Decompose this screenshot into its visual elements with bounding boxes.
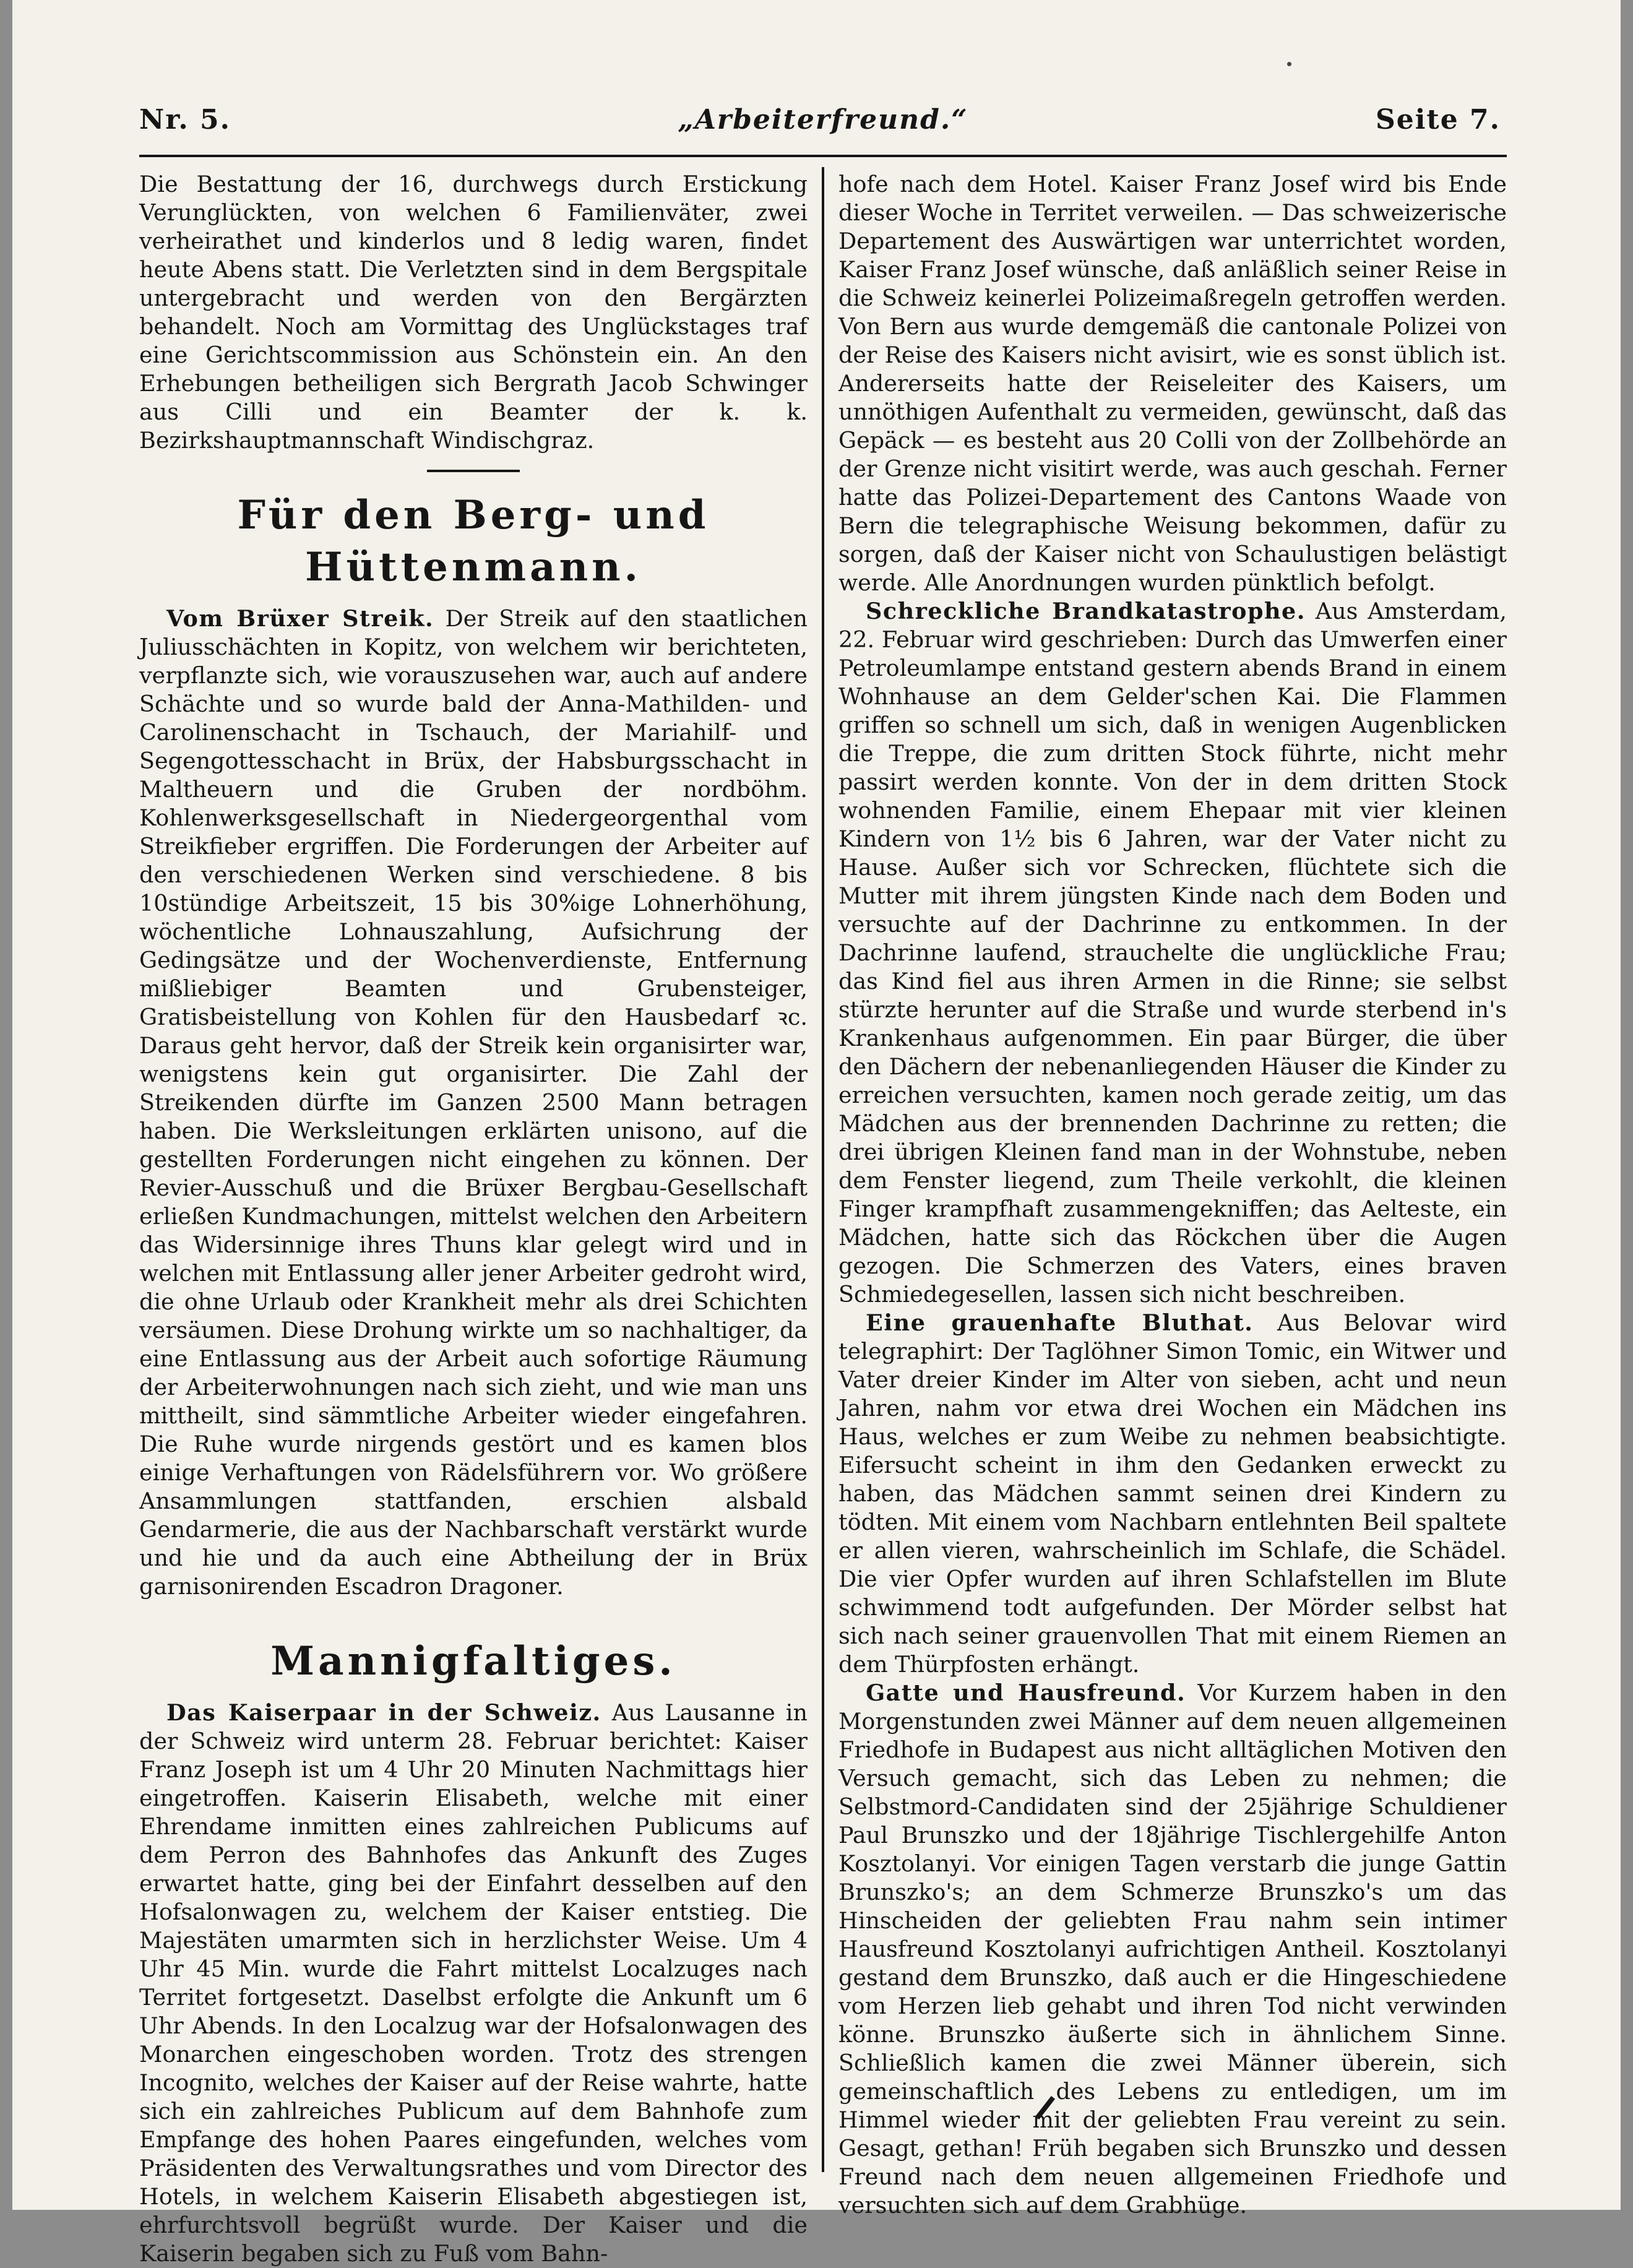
section-title-mining: Für den Berg- und Hüttenmann.	[237, 492, 710, 590]
article-brux-strike	[139, 605, 808, 1601]
newspaper-title: „Arbeiterfreund.“	[678, 104, 968, 136]
section-divider	[427, 470, 520, 472]
article-body: Aus Lausanne in der Schweiz wird unterm 28. Februar berichtet: Kaiser Franz Joseph ist um 4 Uhr 20 Minuten Nachmittags hier eingetroffen. Kaiserin Elisabeth, welche mit einer Ehrendame inmitten eines zahlreichen Publicums auf dem Perron des Bahnhofes das Ankunft des Zuges erwartet hatte, ging bei der Einfahrt desselben auf den Hofsalonwagen zu, welchem der Kaiser entstieg. Die Majestäten umarmten sich in herzlichster Weise. Um 4 Uhr 45 Min. wurde die Fahrt mittelst Localzuges nach Territet fortgesetzt. Daselbst erfolgte die Ankunft um 6 Uhr Abends. In den Localzug war der Hofsalonwagen des Monarchen eingeschoben worden. Trotz des strengen Incognito, welches der Kaiser auf der Reise wahrte, hatte sich ein zahlreiches Publicum auf dem Bahnhofe zum Empfange des hohen Paares eingefunden, welches vom Präsidenten des Verwaltungsrathes und vom Director des Hotels, in welchem Kaiserin Elisabeth abgestiegen ist, ehrfurchtsvoll begrüßt wurde. Der Kaiser und die Kaiserin begaben sich zu Fuß vom Bahn-	[139, 1699, 808, 2267]
article-headline: Eine grauenhafte Bluthat.	[866, 1309, 1254, 1336]
page-header	[139, 104, 1507, 147]
header-rule	[139, 155, 1507, 157]
article-imperial-couple	[139, 1699, 808, 2268]
article-continuation: hofe nach dem Hotel. Kaiser Franz Josef wird bis Ende dieser Woche in Territet verweilen. — Das schweizerische Departement des Auswärtigen war unterrichtet worden, Kaiser Franz Josef wünsche, daß anläßlich seiner Reise in die Schweiz keinerlei Polizeimaßregeln getroffen werden. Von Bern aus wurde demgemäß die cantonale Polizei von der Reise des Kaisers nicht avisirt, wie es sonst üblich ist. Andererseits hatte der Reiseleiter des Kaisers, um unnöthigen Aufenthalt zu vermeiden, gewünscht, daß das Gepäck — es besteht aus 20 Colli von der Zollbehörde an der Grenze nicht visitirt werde, was auch geschah. Ferner hatte das Polizei-Departement des Cantons Waade von Bern die telegraphische Weisung bekommen, dafür zu sorgen, daß der Kaiser nicht von Schaulustigen belästigt werde. Alle Anordnungen wurden pünktlich befolgt.	[838, 171, 1507, 596]
page-content	[139, 93, 1507, 2267]
article-husband-friend	[838, 1679, 1507, 2220]
article-headline: Vom Brüxer Streik.	[166, 605, 434, 632]
article-body: Aus Belovar wird telegraphirt: Der Taglöhner Simon Tomic, ein Witwer und Vater dreier Kinder im Alter von sieben, acht und neun Jahren, nahm vor etwa drei Wochen ein Mädchen ins Haus, welches er zum Weibe zu nehmen beabsichtigte. Eifersucht scheint in ihm den Gedanken erweckt zu haben, das Mädchen sammt seinen drei Kindern zu tödten. Mit einem vom Nachbarn entlehnten Beil spaltete er allen vieren, wahrscheinlich im Schlafe, die Schädel. Die vier Opfer wurden auf ihren Schlafstellen im Blute schwimmend todt aufgefunden. Der Mörder selbst hat sich nach seiner grauenvollen That mit einem Riemen an dem Thürpfosten erhängt.	[838, 1309, 1507, 1678]
right-column	[838, 170, 1507, 2220]
article-fire	[838, 597, 1507, 1309]
column-divider	[822, 167, 824, 2172]
article-headline: Das Kaiserpaar in der Schweiz.	[166, 1699, 601, 1726]
left-column	[139, 170, 808, 2268]
issue-number: Nr. 5.	[139, 104, 231, 136]
page-number: Seite 7.	[1375, 104, 1501, 136]
article-bloody-deed	[838, 1309, 1507, 1679]
section-title-miscellany: Mannigfaltiges.	[270, 1638, 676, 1684]
article-headline: Gatte und Hausfreund.	[866, 1679, 1186, 1706]
article-body: Vor Kurzem haben in den Morgenstunden zwei Männer auf dem neuen allgemeinen Friedhofe in Budapest aus nicht alltäglichen Motiven den Versuch gemacht, sich das Leben zu nehmen; die Selbstmord-Candidaten sind der 25jährige Schuldiener Paul Brunszko und der 18jährige Tischlergehilfe Anton Kosztolanyi. Vor einigen Tagen verstarb die junge Gattin Brunszko's; an dem Schmerze Brunszko's um das Hinscheiden der geliebten Frau nahm sein intimer Hausfreund Kosztolanyi aufrichtigen Antheil. Kosztolanyi gestand dem Brunszko, daß auch er die Hingeschiedene vom Herzen lieb gehabt und ihren Tod nicht verwinden könne. Brunszko äußerte sich in ähnlichem Sinne. Schließlich kamen die zwei Männer überein, sich gemeinschaftlich des Lebens zu entledigen, um im Himmel wieder mit der geliebten Frau vereint zu sein. Gesagt, gethan! Früh begaben sich Brunszko und dessen Freund nach dem neuen allgemeinen Friedhofe und versuchten sich auf dem Grabhüge.	[838, 1679, 1507, 2218]
article-body: Der Streik auf den staatlichen Juliusschächten in Kopitz, von welchem wir berichteten, verpflanzte sich, wie vorauszusehen war, auch auf andere Schächte und so wurde bald der Anna-Mathilden- und Carolinenschacht in Tschauch, der Mariahilf- und Segengottesschacht in Brüx, der Habsburgsschacht in Maltheuern und die Gruben der nordböhm. Kohlenwerksgesellschaft in Niedergeorgenthal vom Streikfieber ergriffen. Die Forderungen der Arbeiter auf den verschiedenen Werken sind verschiedene. 8 bis 10stündige Arbeitszeit, 15 bis 30%ige Lohnerhöhung, wöchentliche Lohnauszahlung, Aufsichrung der Gedingsätze und der Wochenverdienste, Entfernung mißliebiger Beamten und Grubensteiger, Gratisbeistellung von Kohlen für den Hausbedarf ꝛc. Daraus geht hervor, daß der Streik kein organisirter war, wenigstens kein gut organisirter. Die Zahl der Streikenden dürfte im Ganzen 2500 Mann betragen haben. Die Werksleitungen erklärten unisono, auf die gestellten Forderungen nicht eingehen zu können. Der Revier-Ausschuß und die Brüxer Bergbau-Gesellschaft erließen Kundmachungen, mittelst welchen den Arbeitern das Widersinnige ihres Thuns klar gelegt wird und in welchen mit Entlassung aller jener Arbeiter gedroht wird, die ohne Urlaub oder Krankheit mehr als drei Schichten versäumen. Diese Drohung wirkte um so nachhaltiger, da eine Entlassung aus der Arbeit auch sofortige Räumung der Arbeiterwohnungen nach sich zieht, und wie man uns mittheilt, sind sämmtliche Arbeiter wieder eingefahren. Die Ruhe wurde nirgends gestört und es kamen blos einige Verhaftungen von Rädelsführern vor. Wo größere Ansammlungen stattfanden, erschien alsbald Gendarmerie, die aus der Nachbarschaft verstärkt wurde und hie und da auch eine Abtheilung der in Brüx garnisonirenden Escadron Dragoner.	[139, 605, 808, 1600]
article-body: Aus Amsterdam, 22. Februar wird geschrieben: Durch das Umwerfen einer Petroleumlampe entstand gestern abends Brand in einem Wohnhause an dem Gelder'schen Kai. Die Flammen griffen so schnell um sich, daß in wenigen Augenblicken die Treppe, die zum dritten Stock führte, nicht mehr passirt werden konnte. Von der in dem dritten Stock wohnenden Familie, einem Ehepaar mit vier kleinen Kindern von 1½ bis 6 Jahren, war der Vater nicht zu Hause. Außer sich vor Schrecken, flüchtete sich die Mutter mit ihrem jüngsten Kinde nach dem Boden und versuchte auf der Dachrinne zu entkommen. In der Dachrinne laufend, strauchelte die unglückliche Frau; das Kind fiel aus ihren Armen in die Rinne; sie selbst stürzte herunter auf die Straße und wurde sterbend in's Krankenhaus aufgenommen. Ein paar Bürger, die über den Dächern der nebenanliegenden Häuser die Kinder zu erreichen versuchten, kamen noch gerade zeitig, um das Mädchen aus der brennenden Dachrinne zu retten; die drei übrigen Kleinen fand man in der Wohnstube, neben dem Fenster liegend, zum Theile verkohlt, die kleinen Finger krampfhaft zusammengekniffen; das Aelteste, ein Mädchen, hatte sich das Röckchen über die Augen gezogen. Die Schmerzen des Vaters, eines braven Schmiedegesellen, lassen sich nicht beschreiben.	[838, 598, 1507, 1308]
newspaper-page	[12, 0, 1621, 2267]
intro-paragraph: Die Bestattung der 16, durchwegs durch Erstickung Verunglückten, von welchen 6 Familienväter, zwei verheirathet und kinderlos und 8 ledig waren, findet heute Abens statt. Die Verletzten sind in dem Bergspitale untergebracht und werden von den Bergärzten behandelt. Noch am Vormittag des Unglückstages traf eine Gerichtscommission aus Schönstein ein. An den Erhebungen betheiligen sich Bergrath Jacob Schwinger aus Cilli und ein Beamter der k. k. Bezirkshauptmannschaft Windischgraz.	[139, 171, 808, 454]
print-speck	[1287, 62, 1291, 66]
article-headline: Schreckliche Brandkatastrophe.	[866, 598, 1306, 624]
